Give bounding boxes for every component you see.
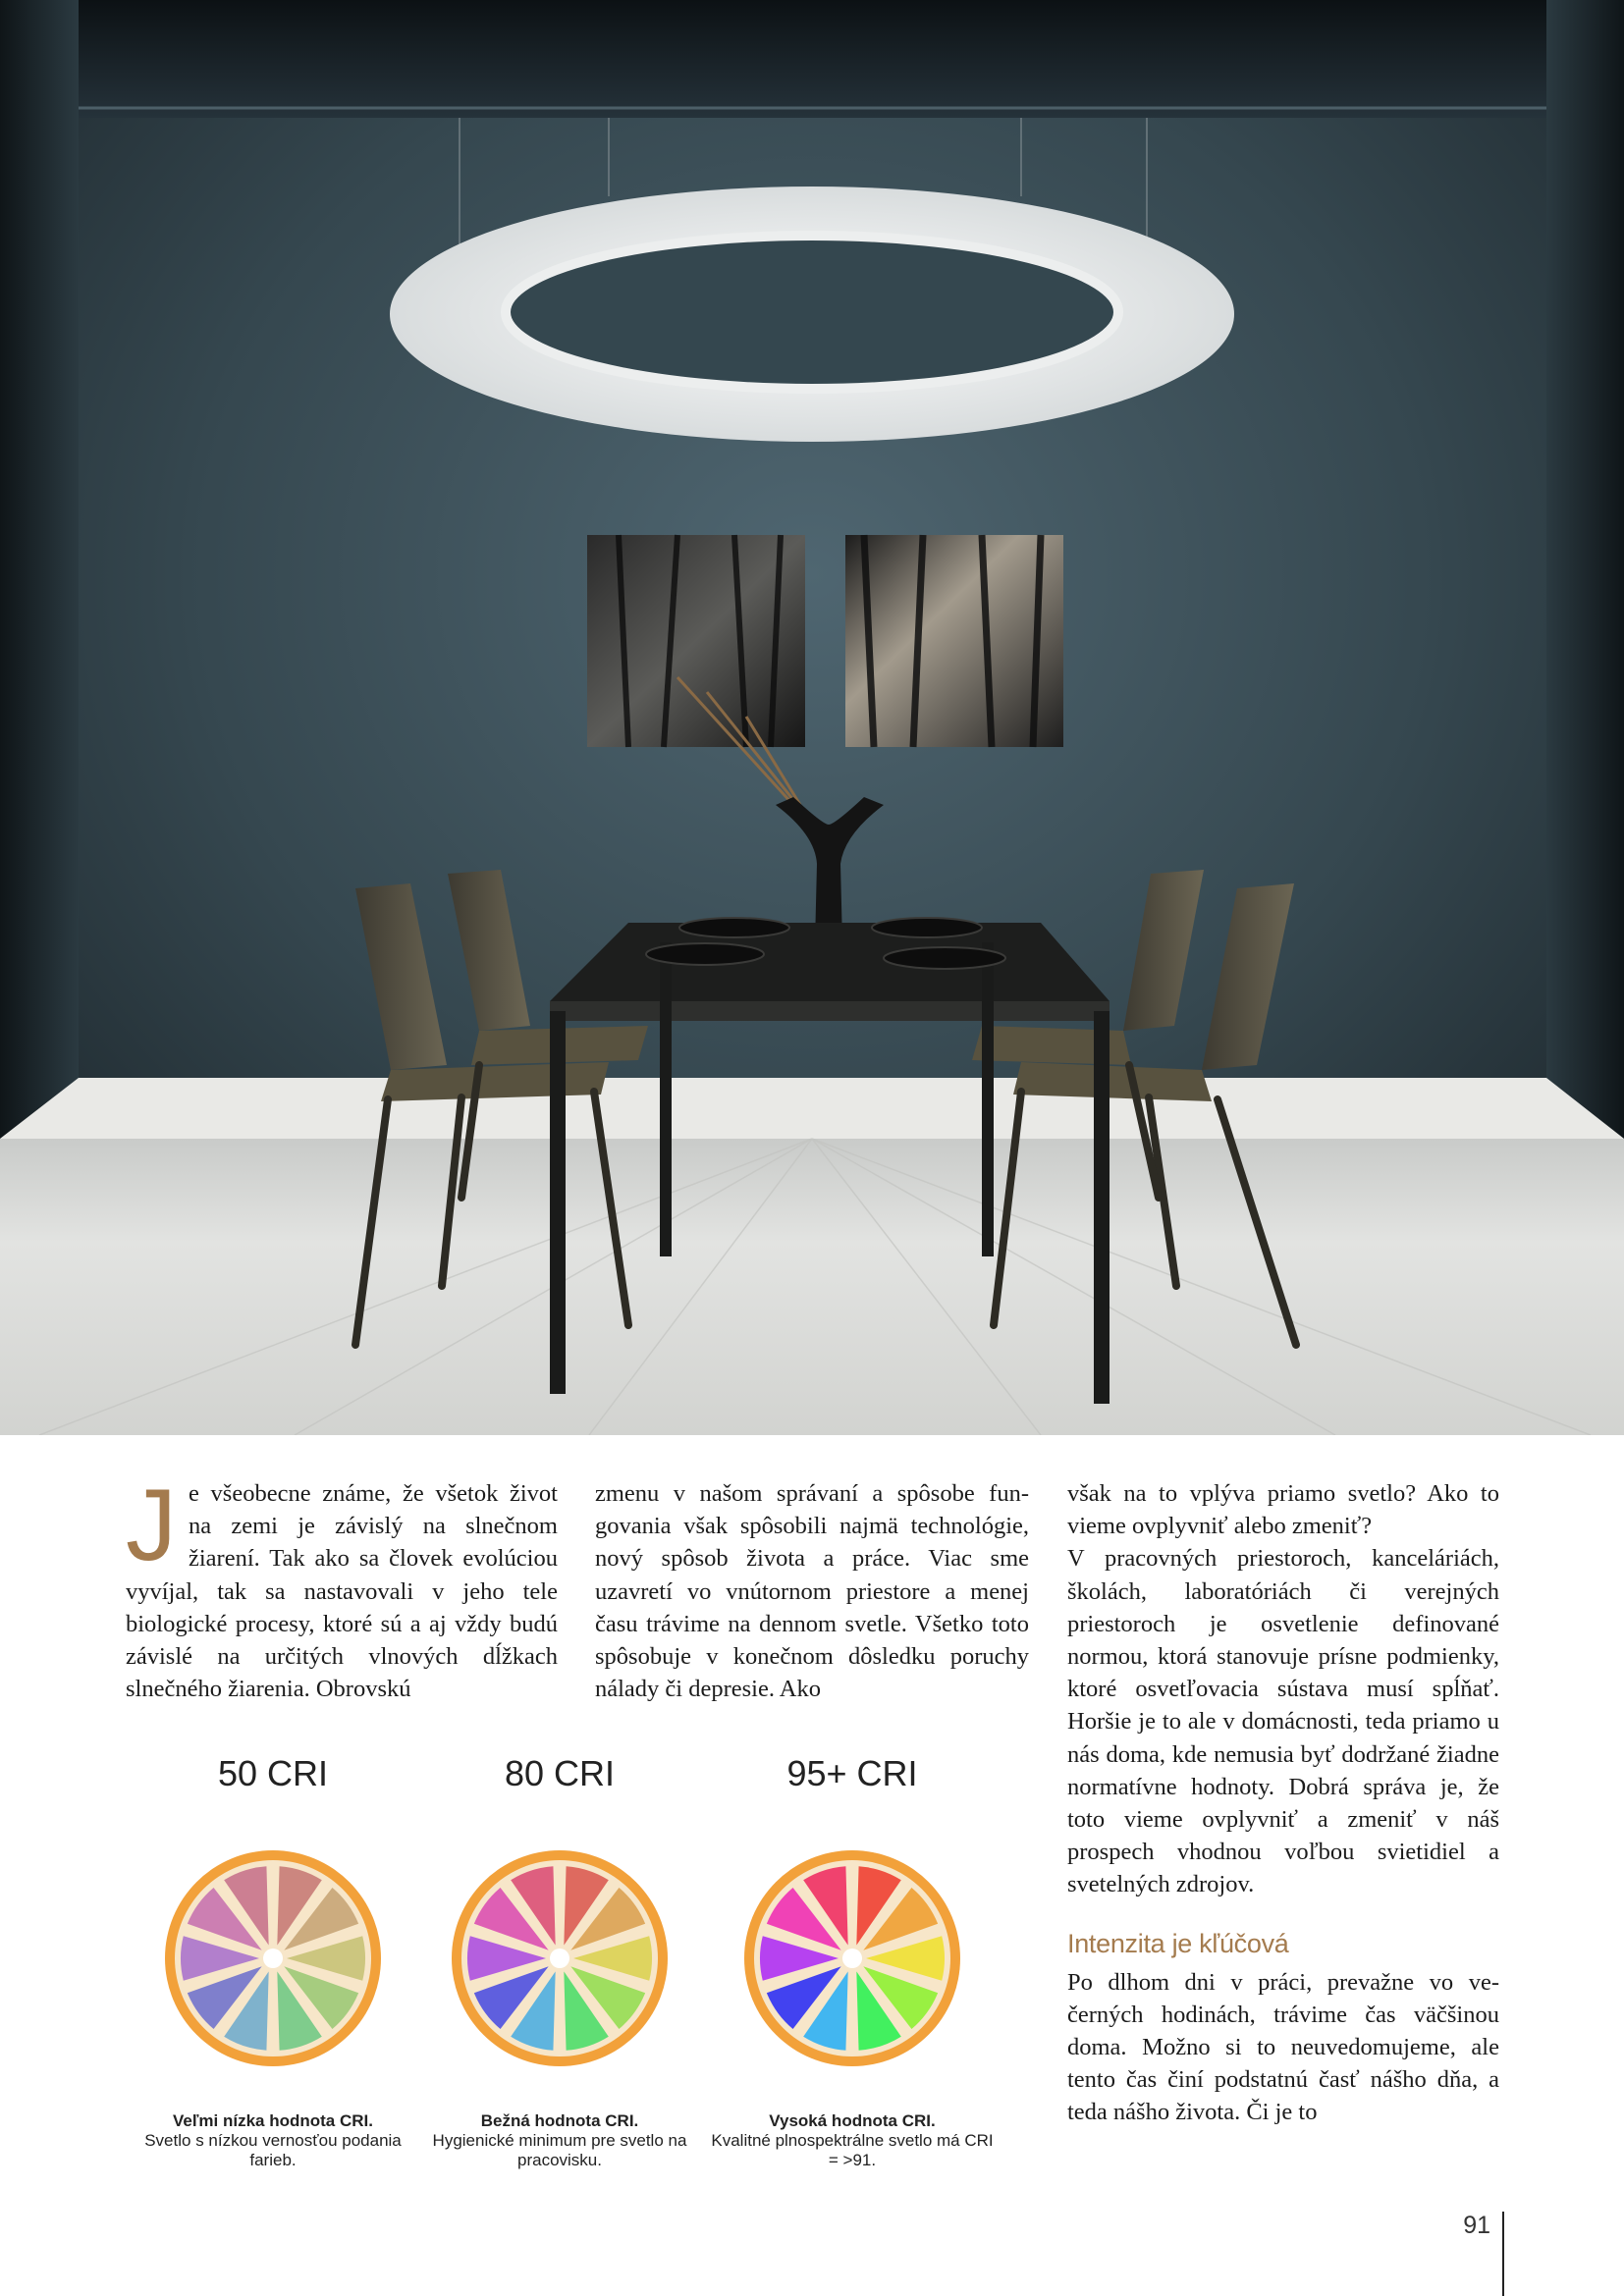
- cri-caption-bold: Veľmi nízka hodnota CRI.: [173, 2111, 373, 2130]
- page-rule: [1502, 2212, 1504, 2296]
- cri-item-95: [705, 1752, 1000, 2170]
- cri-caption-text: Hygienické minimum pre svetlo na pracovisku.: [432, 2131, 687, 2169]
- wheel-hub: [263, 1949, 283, 1968]
- cri-caption-bold: Vysoká hodnota CRI.: [769, 2111, 936, 2130]
- cri-caption-text: Svetlo s nízkou vernosťou podania farieb.: [144, 2131, 402, 2169]
- page-number: 91: [1463, 2212, 1490, 2239]
- cri-caption: [705, 2111, 1000, 2170]
- article-column-3: [1067, 1477, 1499, 2129]
- intro-text: e všeobecne známe, že všetok život na zemi je závislý na slnečnom žiarení. Tak ako sa človek evolúciou vyvíjal, tak sa nastavovali v jeho tele biologické procesy, ktoré sú a aj vždy budú závislé na určitých vlnových dĺžkach slnečného žiarenia. Obrovskú: [126, 1480, 558, 1703]
- cri-title: 50 CRI: [217, 1753, 329, 1793]
- drop-cap: J: [126, 1468, 177, 1582]
- article-column-2: [595, 1477, 1029, 1705]
- cri-caption-bold: Bežná hodnota CRI.: [480, 2111, 639, 2130]
- color-wheel-low-cri: [161, 1846, 385, 2070]
- cri-comparison-figure: [126, 1752, 1029, 2184]
- cri-caption: [412, 2111, 707, 2170]
- cri-item-50: [126, 1752, 420, 2170]
- paragraph-intensity: Po dlhom dni v práci, prevažne vo večerných hodinách, trávime čas väčšinou doma. Možno si to neuvedomujeme, ale tento čas činí podstatnú časť nášho dňa, a teda nášho života. Či je to: [1067, 1968, 1499, 2126]
- cri-title: 80 CRI: [504, 1753, 616, 1793]
- cri-item-80: [412, 1752, 707, 2170]
- intro-paragraph: [126, 1468, 558, 1705]
- article-column-1: [126, 1468, 558, 1705]
- wheel-hub: [842, 1949, 862, 1968]
- paragraph-workplace: V pracovných priestoroch, kanceláriách, školách, laboratóriách či verejných priestoroch je osvetlenie definované normou, ktorá stanovuje prísne podmienky, ktoré osvetľovacia sústava musí spĺňať. Horšie je to ale v domácnosti, teda priamo u nás doma, kde nemusia byť dodržané žiadne normatívne hodnoty. Dobrá správa je, že toto vieme ovplyvniť a zmeniť v náš prospech vhodnou voľbou svietidiel a svetelných zdrojov.: [1067, 1545, 1499, 1898]
- color-wheel-high-cri: [740, 1846, 964, 2070]
- color-wheel-medium-cri: [448, 1846, 672, 2070]
- cri-caption: [126, 2111, 420, 2170]
- cri-title: 95+ CRI: [786, 1753, 918, 1793]
- cri-caption-text: Kvalitné plnospektrálne svetlo má CRI = >91.: [711, 2131, 994, 2169]
- paragraph-continued: zmenu v našom správaní a spôsobe fungovania však spôsobili najmä technológie, nový spôsob života a práce. Viac sme uzavretí vo vnútornom priestore a menej času trávime na dennom svetle. Všetko toto spôsobuje v konečnom dôsledku poruchy nálady či depresie. Ako: [595, 1480, 1029, 1703]
- paragraph-question: však na to vplýva priamo svetlo? Ako to vieme ovplyvniť alebo zmeniť?: [1067, 1480, 1499, 1540]
- section-heading: Intenzita je kľúčová: [1067, 1928, 1289, 1958]
- wheel-hub: [550, 1949, 569, 1968]
